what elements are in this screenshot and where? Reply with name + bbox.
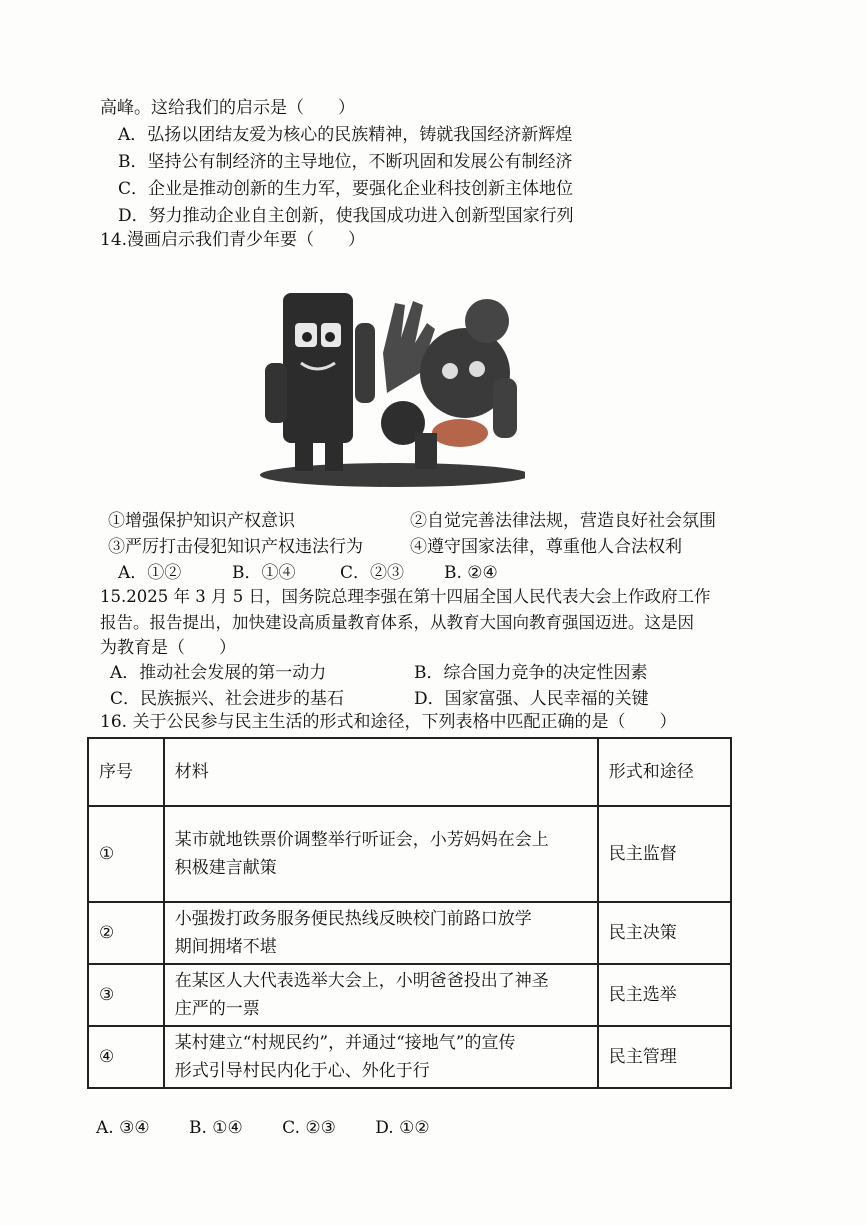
q13-stem-tail: 高峰。这给我们的启示是（ ） — [100, 98, 355, 118]
row-form: 民主选举 — [598, 964, 731, 1026]
q14-choice-c: C．②③ — [340, 563, 405, 583]
q16-table — [87, 737, 732, 1089]
row-form: 民主决策 — [598, 902, 731, 964]
cartoon-illustration — [255, 283, 525, 493]
q15-choice-a: A．推动社会发展的第一动力 — [110, 663, 327, 683]
row-form: 民主监督 — [598, 806, 731, 902]
q15-stem-line2: 报告。报告提出，加快建设高质量教育体系，从教育大国向教育强国迈进。这是因 — [100, 613, 694, 632]
q14-item-1: ①增强保护知识产权意识 — [108, 511, 295, 531]
row-number: ② — [88, 902, 164, 964]
material-line: 庄严的一票 — [174, 999, 260, 1019]
q14-choice-a: A．①② — [118, 563, 182, 583]
material-line: 期间拥堵不堪 — [174, 937, 277, 957]
q15-choice-c: C．民族振兴、社会进步的基石 — [110, 689, 345, 709]
header-form: 形式和途径 — [598, 738, 731, 806]
q14-item-4: ④遵守国家法律，尊重他人合法权利 — [410, 537, 682, 557]
table-row — [88, 964, 731, 1026]
row-number: ③ — [88, 964, 164, 1026]
q13-option-d: D．努力推动企业自主创新，使我国成功进入创新型国家行列 — [118, 206, 574, 226]
material-line: 小强拨打政务服务便民热线反映校门前路口放学 — [174, 909, 532, 929]
q16-answer-choices — [96, 1116, 464, 1140]
material-line: 某村建立“村规民约”，并通过“接地气”的宣传 — [174, 1033, 516, 1053]
q16-choice-c: C. ②③ — [282, 1118, 336, 1138]
q15-choice-d: D．国家富强、人民幸福的关键 — [414, 689, 649, 709]
q15-choice-b: B．综合国力竞争的决定性因素 — [414, 663, 648, 683]
q14-choice-b: B．①④ — [232, 563, 296, 583]
row-material — [164, 902, 598, 964]
row-material — [164, 806, 598, 902]
table-row — [88, 1026, 731, 1088]
q14-item-3: ③严厉打击侵犯知识产权违法行为 — [108, 537, 363, 557]
q16-choice-d: D. ①② — [375, 1118, 430, 1138]
q14-stem: 14.漫画启示我们青少年要（ ） — [100, 230, 366, 250]
q13-option-b: B．坚持公有制经济的主导地位，不断巩固和发展公有制经济 — [118, 152, 573, 172]
row-number: ① — [88, 806, 164, 902]
header-material: 材料 — [164, 738, 598, 806]
material-line: 在某区人大代表选举大会上，小明爸爸投出了神圣 — [174, 971, 549, 991]
material-line: 积极建言献策 — [174, 858, 277, 878]
q15-stem-line1: 15.2025 年 3 月 5 日，国务院总理李强在第十四届全国人民代表大会上作政府工作 — [100, 587, 711, 606]
row-material — [164, 964, 598, 1026]
header-number: 序号 — [88, 738, 164, 806]
row-number: ④ — [88, 1026, 164, 1088]
q13-option-a: A．弘扬以团结友爱为核心的民族精神，铸就我国经济新辉煌 — [118, 125, 573, 145]
cartoon-image — [255, 283, 525, 493]
material-line: 形式引导村民内化于心、外化于行 — [174, 1061, 430, 1081]
table-row — [88, 806, 731, 902]
row-material — [164, 1026, 598, 1088]
q15-stem-line3: 为教育是（ ） — [100, 638, 236, 658]
row-form: 民主管理 — [598, 1026, 731, 1088]
table-row — [88, 902, 731, 964]
table-header-row — [88, 738, 731, 806]
q14-choice-d: B. ②④ — [444, 563, 498, 583]
q16-stem: 16. 关于公民参与民主生活的形式和途径，下列表格中匹配正确的是（ ） — [100, 712, 677, 732]
q16-choice-a: A. ③④ — [96, 1118, 150, 1138]
q16-choice-b: B. ①④ — [188, 1118, 243, 1138]
material-line: 某市就地铁票价调整举行听证会，小芳妈妈在会上 — [174, 830, 549, 850]
q13-option-c: C．企业是推动创新的生力军，要强化企业科技创新主体地位 — [118, 179, 574, 199]
q14-item-2: ②自觉完善法律法规，营造良好社会氛围 — [410, 511, 716, 531]
